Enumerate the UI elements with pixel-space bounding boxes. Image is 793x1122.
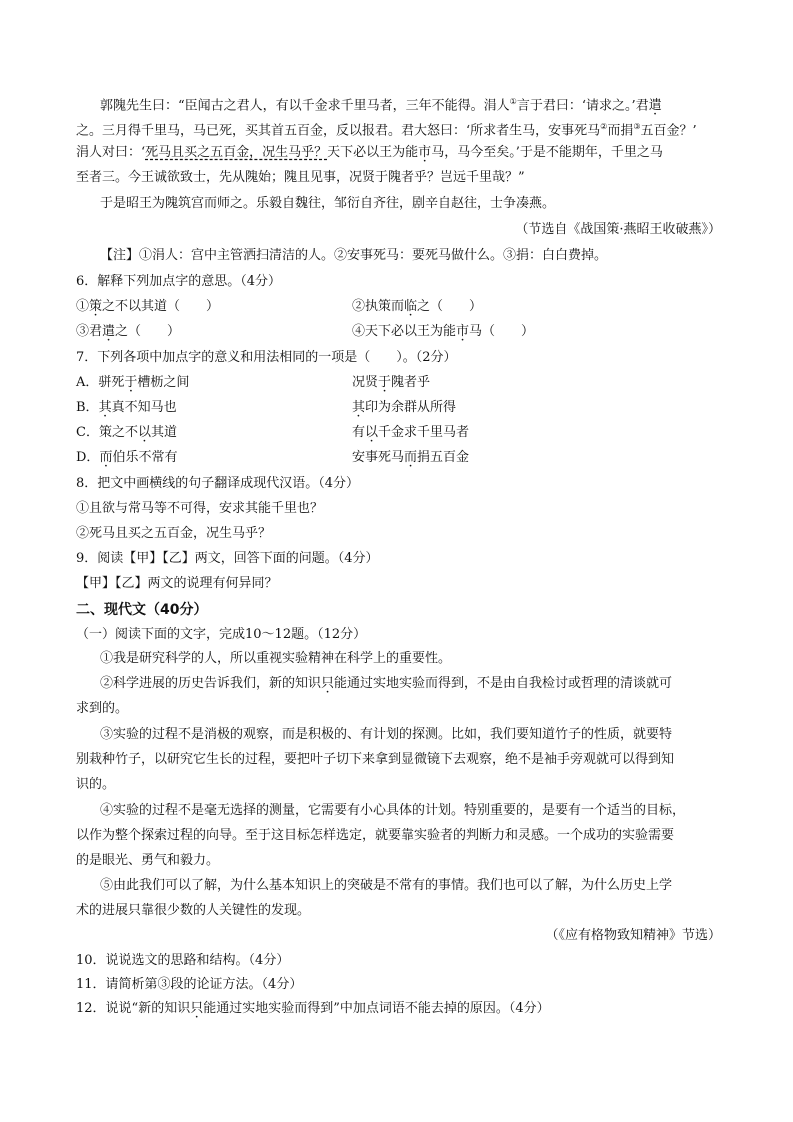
question-12-stem: 12．说说“新的知识只能通过实地实验而得到”中加点词语不能去掉的原因。（4分） (76, 1001, 550, 1016)
passage-source: （节选自《战国策·燕昭王收破燕》） (515, 222, 721, 237)
passage-paragraph-2: 于是昭王为隗筑宫而师之。乐毅自魏往，邹衍自齐往，剧辛自赵往，士争凑燕。 (100, 196, 556, 211)
question-11-stem: 11．请简析第③段的论证方法。（4分） (76, 977, 303, 992)
question-7-option-a: A．骈死于槽枥之间 况贤于隗者乎 (76, 375, 431, 390)
section-2-intro: （一）阅读下面的文字，完成10～12题。（12分） (76, 627, 367, 642)
question-8-sentence-1: ①且欲与常马等不可得，安求其能千里也？ (76, 501, 324, 516)
passage-paragraph-1-line-1: 郭隗先生曰：“臣闻古之君人，有以千金求千里马者，三年不能得。涓人①言于君曰：‘请求之。’君遣 (100, 97, 662, 114)
modern-paragraph-1: ①我是研究科学的人，所以重视实验精神在科学上的重要性。 (100, 651, 452, 666)
modern-paragraph-4-line-2: 以作为整个探索过程的向导。至于这目标怎样选定，就要靠实验者的判断力和灵感。一个成功的实验需要 (76, 828, 675, 843)
modern-paragraph-3-line-2: 别栽种竹子，以研究它生长的过程，要把叶子切下来拿到显微镜下去观察，绝不是袖手旁观就可以得到知 (76, 752, 675, 767)
question-7-option-b: B．其真不知马也 其印为余群从所得 (76, 400, 457, 415)
question-6-item-2: ②执策而临之（ ） (352, 299, 483, 314)
question-6-stem: 6．解释下列加点字的意思。（4分） (76, 274, 282, 289)
question-8-stem: 8．把文中画横线的句子翻译成现代汉语。（4分） (76, 476, 360, 491)
modern-paragraph-2-line-2: 求到的。 (76, 701, 129, 716)
modern-paragraph-3-line-3: 识的。 (76, 777, 116, 792)
underlined-sentence: 死马且买之五百金，况生马乎？ (145, 145, 328, 160)
passage-note: 【注】①涓人：宫中主管洒扫清洁的人。②安事死马：要死马做什么。③捐：白白费掉。 (100, 248, 608, 263)
question-9-sub: 【甲】【乙】两文的说理有何异同？ (76, 576, 278, 591)
passage-paragraph-1-line-3: 涓人对曰：‘死马且买之五百金，况生马乎？天下必以王为能市马，马今至矣。’于是不能期年，千里之马 (76, 145, 663, 160)
question-7-option-d: D．而伯乐不常有 安事死马而捐五百金 (76, 450, 470, 465)
modern-paragraph-4-line-1: ④实验的过程不是毫无选择的测量，它需要有小心具体的计划。特别重要的，是要有一个适当的目标， (100, 803, 686, 818)
question-6-item-3: ③君遣之（ ） (76, 324, 181, 339)
question-6-row-1 (76, 297, 721, 317)
modern-source: （《应有格物致知精神》节选） (545, 928, 721, 943)
passage-paragraph-1-line-4: 至者三。今王诚欲致士，先从隗始；隗且见事，况贤于隗者乎？岂远千里哉？” (76, 170, 525, 185)
question-6-row-2 (76, 322, 721, 342)
modern-paragraph-5-line-1: ⑤由此我们可以了解，为什么基本知识上的突破是不常有的事情。我们也可以了解，为什么历史上学 (100, 878, 673, 893)
modern-paragraph-4-line-3: 的是眼光、勇气和毅力。 (76, 853, 220, 868)
question-10-stem: 10．说说选文的思路和结构。（4分） (76, 953, 290, 968)
question-7-stem: 7．下列各项中加点字的意义和用法相同的一项是（ ）。（2分） (76, 350, 457, 365)
question-6-item-1: ①策之不以其道（ ） (76, 299, 220, 314)
question-6-item-4: ④天下必以王为能市马（ ） (352, 324, 535, 339)
modern-paragraph-2-line-1: ②科学进展的历史告诉我们，新的知识只能通过实地实验而得到，不是由自我检讨或哲理的清谈就可 (100, 676, 673, 691)
modern-paragraph-5-line-2: 术的进展只靠很少数的人关键性的发现。 (76, 903, 311, 918)
modern-paragraph-3-line-1: ③实验的过程不是消极的观察，而是积极的、有计划的探测。比如，我们要知道竹子的性质，就要特 (100, 727, 673, 742)
question-9-stem: 9．阅读【甲】【乙】两文，回答下面的问题。（4分） (76, 551, 379, 566)
section-2-title: 二、现代文（40分） (76, 602, 208, 618)
question-8-sentence-2: ②死马且买之五百金，况生马乎？ (76, 526, 272, 541)
question-7-option-c: C．策之不以其道 有以千金求千里马者 (76, 425, 470, 440)
passage-paragraph-1-line-2: 之。三月得千里马，马已死，买其首五百金，反以报君。君大怒曰：‘所求者生马，安事死马②而捐③五百金？’ (76, 122, 697, 139)
